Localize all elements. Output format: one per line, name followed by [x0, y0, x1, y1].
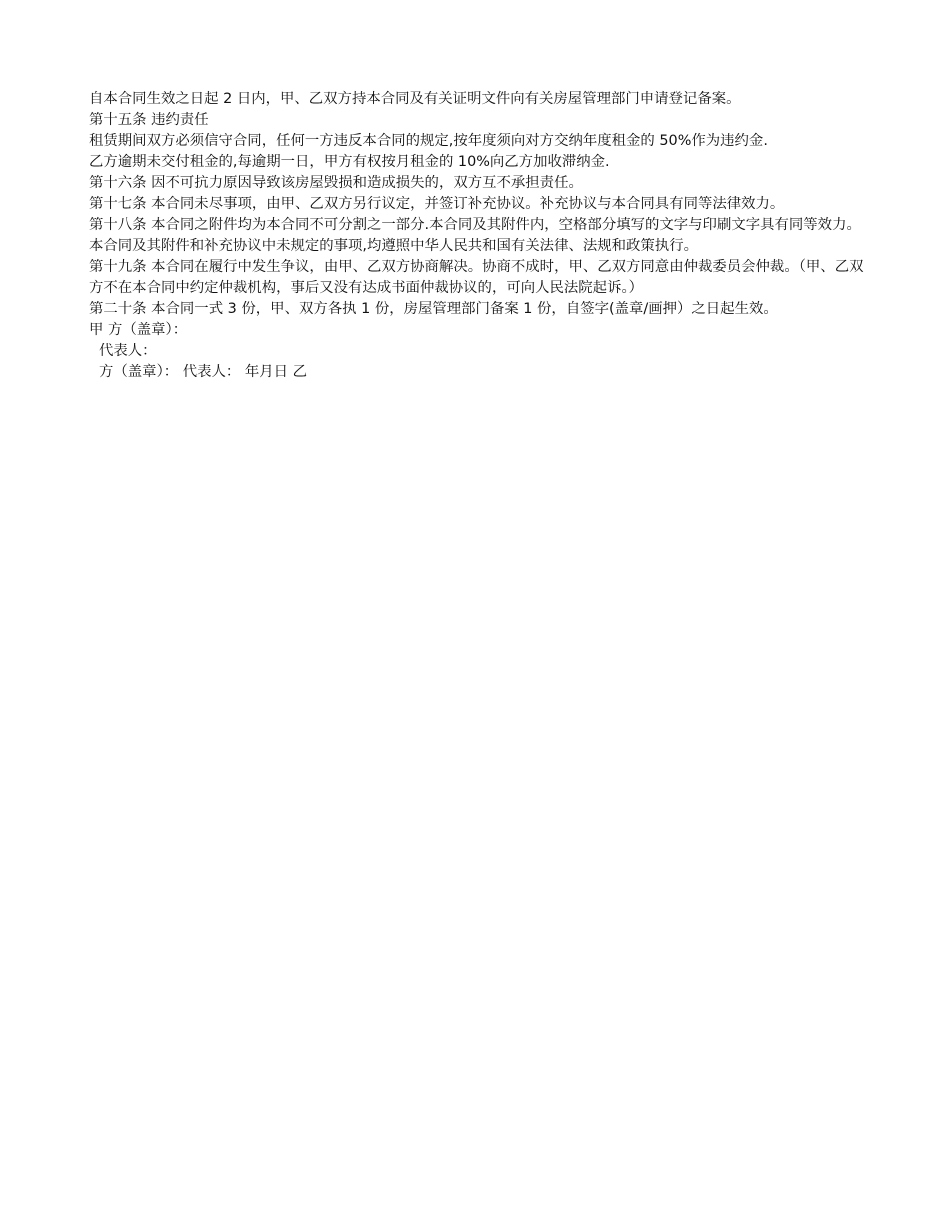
clause-15-heading: 第十五条 违约责任 — [89, 112, 209, 128]
clause-15-late-fee: 乙方逾期未交付租金的,每逾期一日，甲方有权按月租金的 10%向乙方加收滞纳金. — [89, 154, 610, 170]
clause-20: 第二十条 本合同一式 3 份，甲、双方各执 1 份，房屋管理部门备案 1 份，自签字(盖章/画押）之日起生效。 — [89, 301, 778, 317]
clause-19: 第十九条 本合同在履行中发生争议，由甲、乙双方协商解决。协商不成时，甲、乙双方同意由仲裁委员会仲裁。（甲、乙双方不在本合同中约定仲裁机构，事后又没有达成书面仲裁协议的，可向人民法院起诉。） — [89, 259, 864, 296]
clause-17: 第十七条 本合同未尽事项，由甲、乙双方另行议定，并签订补充协议。补充协议与本合同具有同等法律效力。 — [89, 196, 785, 212]
clause-18: 第十八条 本合同之附件均为本合同不可分割之一部分.本合同及其附件内，空格部分填写的文字与印刷文字具有同等效力。本合同及其附件和补充协议中未规定的事项,均遵照中华人民共和国有关法律、法规和政策执行。 — [89, 217, 861, 254]
signature-party-a: 甲 方（盖章）： — [89, 322, 188, 338]
clause-15-penalty: 租赁期间双方必须信守合同，任何一方违反本合同的规定,按年度须向对方交纳年度租金的 50%作为违约金. — [89, 133, 768, 149]
signature-representative: 代表人： — [99, 343, 157, 359]
clause-registration: 自本合同生效之日起 2 日内，甲、乙双方持本合同及有关证明文件向有关房屋管理部门申请登记备案。 — [89, 91, 741, 107]
signature-party-b: 方（盖章）： 代表人： 年月日 乙 — [99, 364, 307, 380]
contract-text — [89, 89, 869, 383]
clause-16: 第十六条 因不可抗力原因导致该房屋毁损和造成损失的，双方互不承担责任。 — [89, 175, 583, 191]
